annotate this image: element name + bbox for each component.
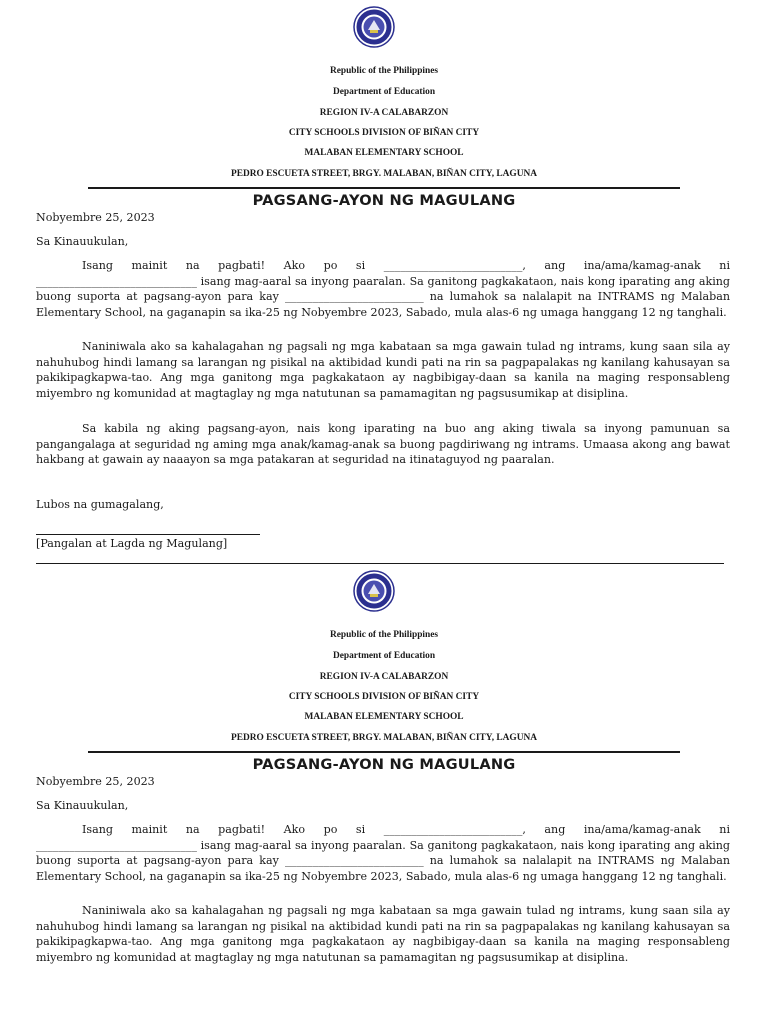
letter-title: PAGSANG-AYON NG MAGULANG <box>252 756 516 773</box>
header-region: REGION IV-A CALABARZON <box>319 672 449 682</box>
header-school: MALABAN ELEMENTARY SCHOOL <box>304 148 464 158</box>
paragraph-introduction: Isang mainit na pagbati! Ako po si _________________________, ang ina/ama/kamag-anak ni _____________________________ isang mag-aaral sa inyong paaralan. Sa ganitong pagkakataon, nais kong iparating ang aking buong suporta at pagsang-ayon para kay _________________________ na lumahok sa nalalapit na INTRAMS ng Malaban Elementary School, na gaganapin sa ika-25 ng Nobyembre 2023, Sabado, mula alas-6 ng umaga hanggang 12 ng tanghali. <box>36 259 730 319</box>
paragraph-introduction: Isang mainit na pagbati! Ako po si _________________________, ang ina/ama/kamag-anak ni _____________________________ isang mag-aaral sa inyong paaralan. Sa ganitong pagkakataon, nais kong iparating ang aking buong suporta at pagsang-ayon para kay _________________________ na lumahok sa nalalapit na INTRAMS ng Malaban Elementary School, na gaganapin sa ika-25 ng Nobyembre 2023, Sabado, mula alas-6 ng umaga hanggang 12 ng tanghali. <box>36 823 730 883</box>
paragraph-belief: Naniniwala ako sa kahalagahan ng pagsali ng mga kabataan sa mga gawain tulad ng intrams, kung saan sila ay nahuhubog hindi lamang sa larangan ng pisikal na aktibidad kundi pati na rin sa pagpapalakas ng kanilang kahusayan sa pakikipagkapwa-tao. Ang mga ganitong mga pagkakataon ay nagbibigay-daan sa kanila na maging responsableng miyembro ng komunidad at magtaglay ng mga natutunan sa pamamagitan ng pagsusumikap at disiplina. <box>36 340 730 400</box>
header-divider <box>88 187 680 189</box>
letter-closing: Lubos na gumagalang, <box>36 498 164 511</box>
header-department: Department of Education <box>332 651 436 661</box>
letter-title: PAGSANG-AYON NG MAGULANG <box>252 192 516 209</box>
cut-line <box>36 563 724 564</box>
header-division: CITY SCHOOLS DIVISION OF BIÑAN CITY <box>288 128 480 138</box>
paragraph-trust: Sa kabila ng aking pagsang-ayon, nais kong iparating na buo ang aking tiwala sa inyong pamunuan sa pangangalaga at seguridad ng aming mga anak/kamag-anak sa buong pagdiriwang ng intrams. Umaasa akong ang bawat hakbang at gawain ay naaayon sa mga patakaran at seguridad na itinataguyod ng paaralan. <box>36 422 730 466</box>
letter-date: Nobyembre 25, 2023 <box>36 775 155 788</box>
header-address: PEDRO ESCUETA STREET, BRGY. MALABAN, BIÑAN CITY, LAGUNA <box>230 733 538 743</box>
letter-date: Nobyembre 25, 2023 <box>36 211 155 224</box>
header-school: MALABAN ELEMENTARY SCHOOL <box>304 712 464 722</box>
header-division: CITY SCHOOLS DIVISION OF BIÑAN CITY <box>288 692 480 702</box>
signature-label: [Pangalan at Lagda ng Magulang] <box>36 537 228 550</box>
letter-greeting: Sa Kinauukulan, <box>36 799 129 812</box>
header-republic: Republic of the Philippines <box>329 66 439 76</box>
paragraph-belief: Naniniwala ako sa kahalagahan ng pagsali ng mga kabataan sa mga gawain tulad ng intrams, kung saan sila ay nahuhubog hindi lamang sa larangan ng pisikal na aktibidad kundi pati na rin sa pagpapalakas ng kanilang kahusayan sa pakikipagkapwa-tao. Ang mga ganitong mga pagkakataon ay nagbibigay-daan sa kanila na maging responsableng miyembro ng komunidad at magtaglay ng mga natutunan sa pamamagitan ng pagsusumikap at disiplina. <box>36 904 730 964</box>
deped-seal-icon <box>353 6 395 48</box>
header-republic: Republic of the Philippines <box>329 630 439 640</box>
deped-seal-icon <box>353 570 395 612</box>
signature-line <box>36 534 260 535</box>
header-region: REGION IV-A CALABARZON <box>319 108 449 118</box>
header-divider <box>88 751 680 753</box>
header-department: Department of Education <box>332 87 436 97</box>
header-address: PEDRO ESCUETA STREET, BRGY. MALABAN, BIÑAN CITY, LAGUNA <box>230 169 538 179</box>
letter-greeting: Sa Kinauukulan, <box>36 235 129 248</box>
